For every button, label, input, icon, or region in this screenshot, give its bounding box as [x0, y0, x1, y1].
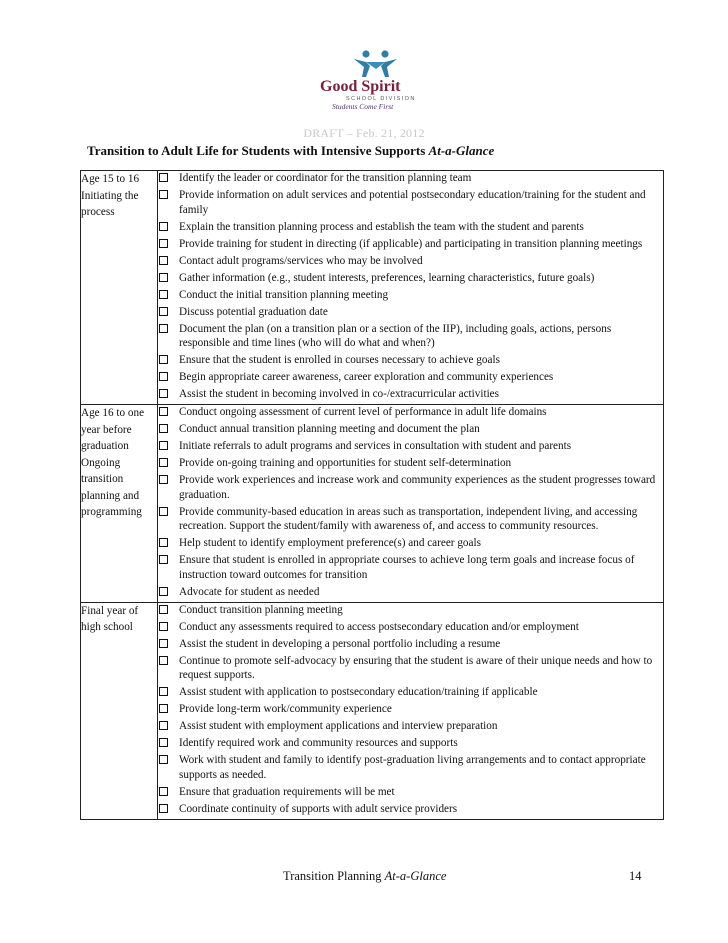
- task-item: [158, 505, 663, 534]
- stage-label-line: Final year of: [81, 604, 139, 617]
- checkbox-icon[interactable]: [159, 273, 168, 282]
- checkbox-icon[interactable]: [159, 656, 168, 665]
- task-text: Document the plan (on a transition plan or a section of the IIP), including goals, actions, persons responsible and time lines (who will do what and when?): [179, 322, 612, 349]
- task-item: [158, 322, 663, 351]
- task-list: [158, 603, 663, 817]
- checkbox-icon[interactable]: [159, 755, 168, 764]
- checkbox-icon[interactable]: [159, 687, 168, 696]
- task-item: [158, 288, 663, 303]
- task-item: [158, 422, 663, 437]
- checkbox-icon[interactable]: [159, 605, 168, 614]
- checkbox-icon[interactable]: [159, 507, 168, 516]
- checkbox-icon[interactable]: [159, 704, 168, 713]
- stage-label-line: transition: [81, 473, 124, 485]
- footer-title-italic: At-a-Glance: [384, 869, 447, 883]
- stage-label-line: Age 15 to 16: [81, 173, 140, 185]
- stage-label-line: Age 16 to one: [81, 407, 145, 419]
- stage-label-cell: [81, 171, 158, 405]
- footer-title: [283, 869, 446, 884]
- task-text: Explain the transition planning process and establish the team with the student and parents: [179, 220, 584, 233]
- footer-title-main: Transition Planning: [283, 869, 385, 883]
- checkbox-icon[interactable]: [159, 721, 168, 730]
- stage-label-line: high school: [81, 621, 133, 633]
- checkbox-icon[interactable]: [159, 475, 168, 484]
- task-item: [158, 439, 663, 454]
- task-text: Work with student and family to identify post-graduation living arrangements and to contact appropriate supports as needed.: [179, 754, 646, 781]
- task-item: [158, 271, 663, 286]
- task-item: [158, 353, 663, 368]
- task-item: [158, 405, 663, 420]
- stage-label-cell: [81, 405, 158, 603]
- checkbox-icon[interactable]: [159, 555, 168, 564]
- checkbox-icon[interactable]: [159, 290, 168, 299]
- task-item: [158, 254, 663, 269]
- checkbox-icon[interactable]: [159, 804, 168, 813]
- logo-tagline: Students Come First: [332, 102, 394, 111]
- task-item: [158, 536, 663, 551]
- checkbox-icon[interactable]: [159, 222, 168, 231]
- task-item: [158, 387, 663, 402]
- page-title-italic: At-a-Glance: [428, 143, 495, 158]
- task-item: [158, 603, 663, 618]
- logo-name: Good Spirit: [320, 78, 401, 95]
- task-text: Advocate for student as needed: [179, 585, 320, 598]
- task-list-cell: [158, 405, 664, 603]
- stage-label-line: year before: [81, 423, 132, 436]
- draft-watermark: DRAFT – Feb. 21, 2012: [303, 126, 425, 140]
- task-text: Begin appropriate career awareness, career exploration and community experiences: [179, 371, 554, 383]
- checkbox-icon[interactable]: [159, 538, 168, 547]
- task-text: Conduct transition planning meeting: [179, 603, 343, 616]
- stage-label-line: planning and: [81, 489, 140, 502]
- task-text: Gather information (e.g., student interests, preferences, learning characteristics, future goals): [179, 271, 595, 284]
- task-item: [158, 473, 663, 502]
- task-item: [158, 719, 663, 734]
- checkbox-icon[interactable]: [159, 190, 168, 199]
- logo-division: SCHOOL DIVISION: [346, 96, 416, 102]
- checkbox-icon[interactable]: [159, 173, 168, 182]
- task-text: Coordinate continuity of supports with adult service providers: [179, 802, 458, 815]
- task-text: Ensure that the student is enrolled in courses necessary to achieve goals: [179, 354, 500, 366]
- checkbox-icon[interactable]: [159, 458, 168, 467]
- stage-label-line: Initiating the: [81, 189, 139, 202]
- task-item: [158, 585, 663, 600]
- checkbox-icon[interactable]: [159, 738, 168, 747]
- checkbox-icon[interactable]: [159, 407, 168, 416]
- checkbox-icon[interactable]: [159, 639, 168, 648]
- checkbox-icon[interactable]: [159, 307, 168, 316]
- task-text: Ensure that graduation requirements will be met: [179, 785, 395, 798]
- checkbox-icon[interactable]: [159, 355, 168, 364]
- logo-text: [316, 78, 436, 114]
- table-row: [81, 602, 664, 819]
- task-text: Conduct annual transition planning meeting and document the plan: [179, 423, 480, 435]
- task-text: Discuss potential graduation date: [179, 305, 328, 318]
- task-text: Initiate referrals to adult programs and services in consultation with student and parents: [179, 440, 572, 452]
- checkbox-icon[interactable]: [159, 389, 168, 398]
- transition-table: [80, 170, 664, 820]
- task-text: Assist student with employment applications and interview preparation: [179, 720, 498, 732]
- task-text: Identify required work and community resources and supports: [179, 737, 458, 749]
- task-item: [158, 702, 663, 717]
- task-item: [158, 736, 663, 751]
- task-item: [158, 188, 663, 217]
- task-item: [158, 171, 663, 186]
- task-list-cell: [158, 602, 664, 819]
- task-list: [158, 405, 663, 599]
- task-text: Assist the student in becoming involved in co-/extracurricular activities: [179, 388, 500, 400]
- task-item: [158, 553, 663, 582]
- task-list: [158, 171, 663, 402]
- task-text: Assist student with application to postsecondary education/training if applicable: [179, 686, 538, 698]
- checkbox-icon[interactable]: [159, 239, 168, 248]
- task-text: Conduct any assessments required to access postsecondary education and/or employment: [179, 620, 579, 633]
- task-text: Assist the student in developing a personal portfolio including a resume: [179, 637, 501, 650]
- task-text: Help student to identify employment preference(s) and career goals: [179, 537, 481, 549]
- task-text: Ensure that student is enrolled in appropriate courses to achieve long term goals and increase focus of instruction toward outcomes for transition: [179, 554, 635, 581]
- task-text: Conduct ongoing assessment of current level of performance in adult life domains: [179, 406, 547, 418]
- task-item: [158, 305, 663, 320]
- table-row: [81, 405, 664, 603]
- task-list-cell: [158, 171, 664, 405]
- task-text: Contact adult programs/services who may be involved: [179, 254, 423, 267]
- task-item: [158, 785, 663, 800]
- task-text: Continue to promote self-advocacy by ensuring that the student is aware of their unique needs and how to request supports.: [179, 654, 653, 681]
- task-item: [158, 370, 663, 385]
- task-text: Provide community-based education in areas such as transportation, independent living, and accessing recreation. Support the student/family with awareness of, and access to community resources.: [179, 505, 638, 532]
- task-item: [158, 753, 663, 782]
- checkbox-icon[interactable]: [159, 372, 168, 381]
- checkbox-icon[interactable]: [159, 424, 168, 433]
- checkbox-icon[interactable]: [159, 787, 168, 796]
- task-item: [158, 220, 663, 235]
- task-text: Provide on-going training and opportunities for student self-determination: [179, 457, 512, 469]
- task-item: [158, 654, 663, 683]
- task-text: Identify the leader or coordinator for the transition planning team: [179, 172, 472, 184]
- task-item: [158, 237, 663, 252]
- stage-label-line: graduation: [81, 440, 129, 452]
- task-item: [158, 637, 663, 652]
- page-title-main: Transition to Adult Life for Students with Intensive Supports: [87, 143, 429, 158]
- stage-label-line: programming: [81, 506, 142, 518]
- checkbox-icon[interactable]: [159, 587, 168, 596]
- checkbox-icon[interactable]: [159, 256, 168, 265]
- table-row: [81, 171, 664, 405]
- task-text: Provide information on adult services and potential postsecondary education/training for the student and family: [179, 189, 646, 216]
- task-text: Provide work experiences and increase work and community experiences as the student progresses toward graduation.: [179, 474, 656, 501]
- task-item: [158, 685, 663, 700]
- task-text: Provide long-term work/community experience: [179, 703, 392, 715]
- checkbox-icon[interactable]: [159, 324, 168, 333]
- task-text: Conduct the initial transition planning meeting: [179, 288, 389, 301]
- page-number: 14: [629, 869, 642, 883]
- page-title: [87, 143, 494, 159]
- checkbox-icon[interactable]: [159, 441, 168, 450]
- task-item: [158, 620, 663, 635]
- task-item: [158, 802, 663, 817]
- task-item: [158, 456, 663, 471]
- stage-label-line: process: [81, 206, 115, 218]
- stage-label-cell: [81, 602, 158, 819]
- stage-label-line: Ongoing: [81, 456, 121, 469]
- task-text: Provide training for student in directing (if applicable) and participating in transition planning meetings: [179, 237, 643, 250]
- checkbox-icon[interactable]: [159, 622, 168, 631]
